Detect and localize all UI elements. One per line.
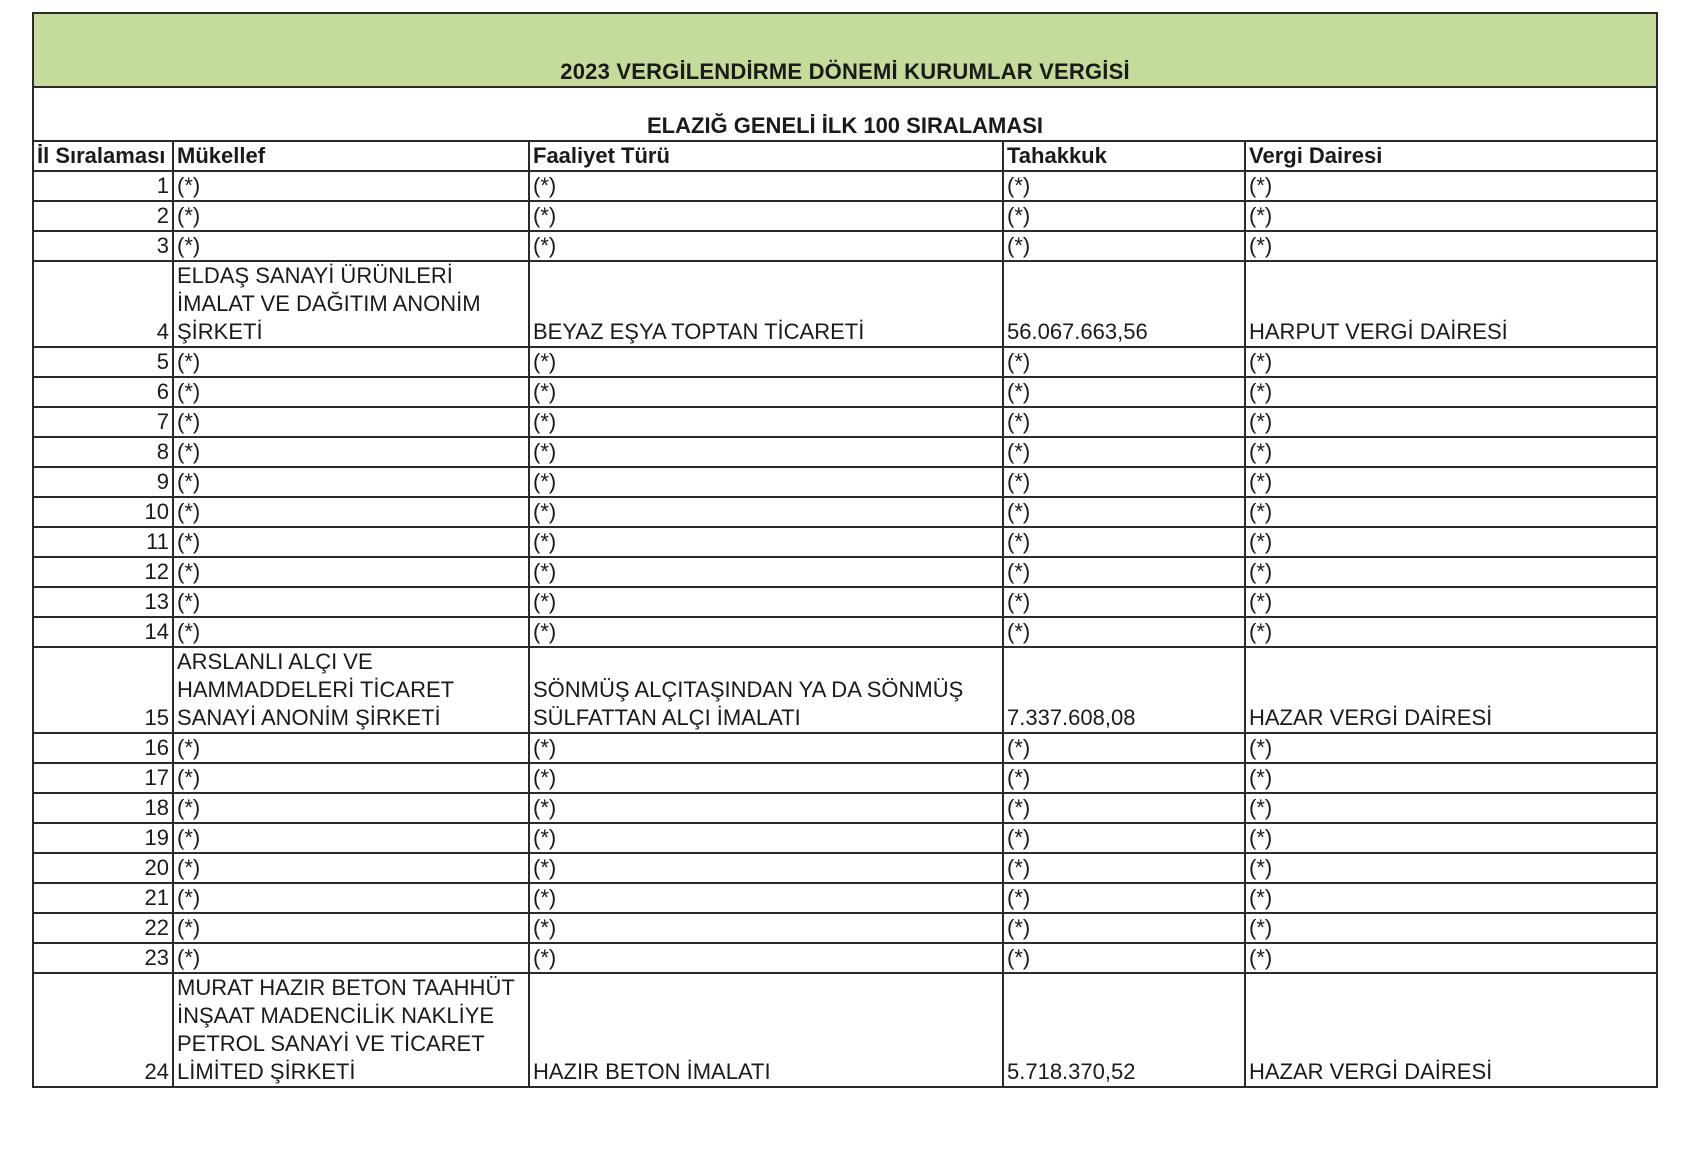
cell-rank: 23 xyxy=(33,943,173,973)
cell-tax-office: (*) xyxy=(1245,527,1657,557)
cell-rank: 21 xyxy=(33,883,173,913)
table-row xyxy=(33,823,1657,853)
cell-tax-office: (*) xyxy=(1245,231,1657,261)
cell-activity: (*) xyxy=(529,793,1003,823)
cell-taxpayer: (*) xyxy=(173,347,529,377)
cell-tax-office: (*) xyxy=(1245,201,1657,231)
cell-rank: 6 xyxy=(33,377,173,407)
table-row xyxy=(33,853,1657,883)
cell-taxpayer: (*) xyxy=(173,617,529,647)
cell-accrual: (*) xyxy=(1003,377,1245,407)
cell-tax-office: (*) xyxy=(1245,913,1657,943)
cell-accrual: (*) xyxy=(1003,853,1245,883)
cell-rank: 10 xyxy=(33,497,173,527)
cell-rank: 5 xyxy=(33,347,173,377)
cell-tax-office: (*) xyxy=(1245,171,1657,201)
cell-tax-office: (*) xyxy=(1245,883,1657,913)
cell-accrual: (*) xyxy=(1003,557,1245,587)
cell-activity: (*) xyxy=(529,347,1003,377)
table-row xyxy=(33,943,1657,973)
table-row xyxy=(33,733,1657,763)
header-accrual: Tahakkuk xyxy=(1003,141,1245,171)
cell-accrual: (*) xyxy=(1003,467,1245,497)
cell-rank: 4 xyxy=(33,261,173,347)
header-rank: İl Sıralaması xyxy=(33,141,173,171)
cell-accrual: (*) xyxy=(1003,407,1245,437)
cell-rank: 12 xyxy=(33,557,173,587)
cell-activity: BEYAZ EŞYA TOPTAN TİCARETİ xyxy=(529,261,1003,347)
cell-rank: 8 xyxy=(33,437,173,467)
table-row xyxy=(33,201,1657,231)
table-row xyxy=(33,647,1657,733)
cell-accrual: (*) xyxy=(1003,347,1245,377)
cell-accrual: (*) xyxy=(1003,943,1245,973)
cell-accrual: (*) xyxy=(1003,793,1245,823)
cell-taxpayer: (*) xyxy=(173,201,529,231)
table-row xyxy=(33,913,1657,943)
table-subtitle: ELAZIĞ GENELİ İLK 100 SIRALAMASI xyxy=(33,87,1657,141)
cell-taxpayer: (*) xyxy=(173,913,529,943)
cell-rank: 11 xyxy=(33,527,173,557)
cell-rank: 3 xyxy=(33,231,173,261)
cell-taxpayer: (*) xyxy=(173,377,529,407)
cell-activity: (*) xyxy=(529,823,1003,853)
cell-taxpayer: (*) xyxy=(173,171,529,201)
cell-taxpayer: (*) xyxy=(173,497,529,527)
cell-activity: (*) xyxy=(529,557,1003,587)
cell-rank: 14 xyxy=(33,617,173,647)
title-row xyxy=(33,13,1657,87)
tax-ranking-table xyxy=(32,12,1658,1088)
cell-accrual: (*) xyxy=(1003,913,1245,943)
cell-activity: (*) xyxy=(529,377,1003,407)
cell-taxpayer: MURAT HAZIR BETON TAAHHÜT İNŞAAT MADENCİLİK NAKLİYE PETROL SANAYİ VE TİCARET LİMİTED ŞİRKETİ xyxy=(173,973,529,1087)
table-row xyxy=(33,617,1657,647)
cell-activity: (*) xyxy=(529,437,1003,467)
table-row xyxy=(33,973,1657,1087)
cell-tax-office: (*) xyxy=(1245,763,1657,793)
cell-accrual: (*) xyxy=(1003,201,1245,231)
cell-activity: (*) xyxy=(529,231,1003,261)
cell-taxpayer: (*) xyxy=(173,793,529,823)
cell-activity: (*) xyxy=(529,467,1003,497)
cell-accrual: 56.067.663,56 xyxy=(1003,261,1245,347)
table-row xyxy=(33,527,1657,557)
header-activity: Faaliyet Türü xyxy=(529,141,1003,171)
table-row xyxy=(33,377,1657,407)
header-taxpayer: Mükellef xyxy=(173,141,529,171)
table-row xyxy=(33,437,1657,467)
cell-activity: (*) xyxy=(529,171,1003,201)
cell-taxpayer: (*) xyxy=(173,527,529,557)
subtitle-row xyxy=(33,87,1657,141)
table-row xyxy=(33,407,1657,437)
cell-taxpayer: (*) xyxy=(173,557,529,587)
cell-rank: 2 xyxy=(33,201,173,231)
cell-tax-office: HARPUT VERGİ DAİRESİ xyxy=(1245,261,1657,347)
cell-tax-office: (*) xyxy=(1245,377,1657,407)
table-row xyxy=(33,763,1657,793)
cell-accrual: (*) xyxy=(1003,587,1245,617)
cell-rank: 7 xyxy=(33,407,173,437)
cell-taxpayer: (*) xyxy=(173,231,529,261)
table-title: 2023 VERGİLENDİRME DÖNEMİ KURUMLAR VERGİSİ xyxy=(33,13,1657,87)
cell-tax-office: (*) xyxy=(1245,853,1657,883)
cell-activity: (*) xyxy=(529,497,1003,527)
cell-taxpayer: (*) xyxy=(173,467,529,497)
cell-rank: 13 xyxy=(33,587,173,617)
cell-taxpayer: (*) xyxy=(173,883,529,913)
cell-activity: (*) xyxy=(529,587,1003,617)
cell-accrual: (*) xyxy=(1003,763,1245,793)
header-tax-office: Vergi Dairesi xyxy=(1245,141,1657,171)
cell-activity: (*) xyxy=(529,853,1003,883)
cell-rank: 16 xyxy=(33,733,173,763)
cell-taxpayer: (*) xyxy=(173,943,529,973)
cell-rank: 1 xyxy=(33,171,173,201)
cell-activity: (*) xyxy=(529,763,1003,793)
cell-tax-office: (*) xyxy=(1245,943,1657,973)
cell-tax-office: (*) xyxy=(1245,823,1657,853)
cell-activity: (*) xyxy=(529,913,1003,943)
cell-rank: 20 xyxy=(33,853,173,883)
table-row xyxy=(33,883,1657,913)
cell-tax-office: HAZAR VERGİ DAİRESİ xyxy=(1245,647,1657,733)
cell-accrual: (*) xyxy=(1003,617,1245,647)
table-row xyxy=(33,467,1657,497)
cell-accrual: (*) xyxy=(1003,527,1245,557)
table-row xyxy=(33,557,1657,587)
cell-taxpayer: (*) xyxy=(173,823,529,853)
cell-tax-office: (*) xyxy=(1245,557,1657,587)
cell-accrual: (*) xyxy=(1003,171,1245,201)
cell-accrual: (*) xyxy=(1003,823,1245,853)
table-row xyxy=(33,497,1657,527)
cell-activity: (*) xyxy=(529,733,1003,763)
cell-activity: (*) xyxy=(529,201,1003,231)
cell-activity: SÖNMÜŞ ALÇITAŞINDAN YA DA SÖNMÜŞ SÜLFATTAN ALÇI İMALATI xyxy=(529,647,1003,733)
cell-tax-office: (*) xyxy=(1245,437,1657,467)
table-row xyxy=(33,587,1657,617)
cell-tax-office: (*) xyxy=(1245,497,1657,527)
cell-taxpayer: (*) xyxy=(173,763,529,793)
cell-accrual: 7.337.608,08 xyxy=(1003,647,1245,733)
cell-rank: 15 xyxy=(33,647,173,733)
cell-taxpayer: ARSLANLI ALÇI VE HAMMADDELERİ TİCARET SANAYİ ANONİM ŞİRKETİ xyxy=(173,647,529,733)
cell-taxpayer: (*) xyxy=(173,853,529,883)
table-row xyxy=(33,171,1657,201)
table-row xyxy=(33,347,1657,377)
cell-activity: (*) xyxy=(529,527,1003,557)
cell-tax-office: (*) xyxy=(1245,617,1657,647)
cell-rank: 19 xyxy=(33,823,173,853)
cell-taxpayer: (*) xyxy=(173,587,529,617)
cell-tax-office: HAZAR VERGİ DAİRESİ xyxy=(1245,973,1657,1087)
cell-tax-office: (*) xyxy=(1245,347,1657,377)
cell-rank: 22 xyxy=(33,913,173,943)
cell-rank: 24 xyxy=(33,973,173,1087)
table-row xyxy=(33,793,1657,823)
cell-tax-office: (*) xyxy=(1245,467,1657,497)
cell-rank: 9 xyxy=(33,467,173,497)
cell-accrual: (*) xyxy=(1003,883,1245,913)
cell-tax-office: (*) xyxy=(1245,793,1657,823)
cell-accrual: (*) xyxy=(1003,231,1245,261)
cell-accrual: (*) xyxy=(1003,437,1245,467)
cell-tax-office: (*) xyxy=(1245,587,1657,617)
cell-taxpayer: (*) xyxy=(173,407,529,437)
cell-taxpayer: ELDAŞ SANAYİ ÜRÜNLERİ İMALAT VE DAĞITIM ANONİM ŞİRKETİ xyxy=(173,261,529,347)
table-row xyxy=(33,261,1657,347)
cell-accrual: 5.718.370,52 xyxy=(1003,973,1245,1087)
cell-taxpayer: (*) xyxy=(173,733,529,763)
cell-tax-office: (*) xyxy=(1245,733,1657,763)
column-header-row xyxy=(33,141,1657,171)
cell-rank: 18 xyxy=(33,793,173,823)
cell-accrual: (*) xyxy=(1003,733,1245,763)
cell-activity: (*) xyxy=(529,883,1003,913)
cell-rank: 17 xyxy=(33,763,173,793)
cell-activity: HAZIR BETON İMALATI xyxy=(529,973,1003,1087)
cell-activity: (*) xyxy=(529,407,1003,437)
cell-activity: (*) xyxy=(529,943,1003,973)
cell-activity: (*) xyxy=(529,617,1003,647)
cell-taxpayer: (*) xyxy=(173,437,529,467)
cell-tax-office: (*) xyxy=(1245,407,1657,437)
cell-accrual: (*) xyxy=(1003,497,1245,527)
table-row xyxy=(33,231,1657,261)
